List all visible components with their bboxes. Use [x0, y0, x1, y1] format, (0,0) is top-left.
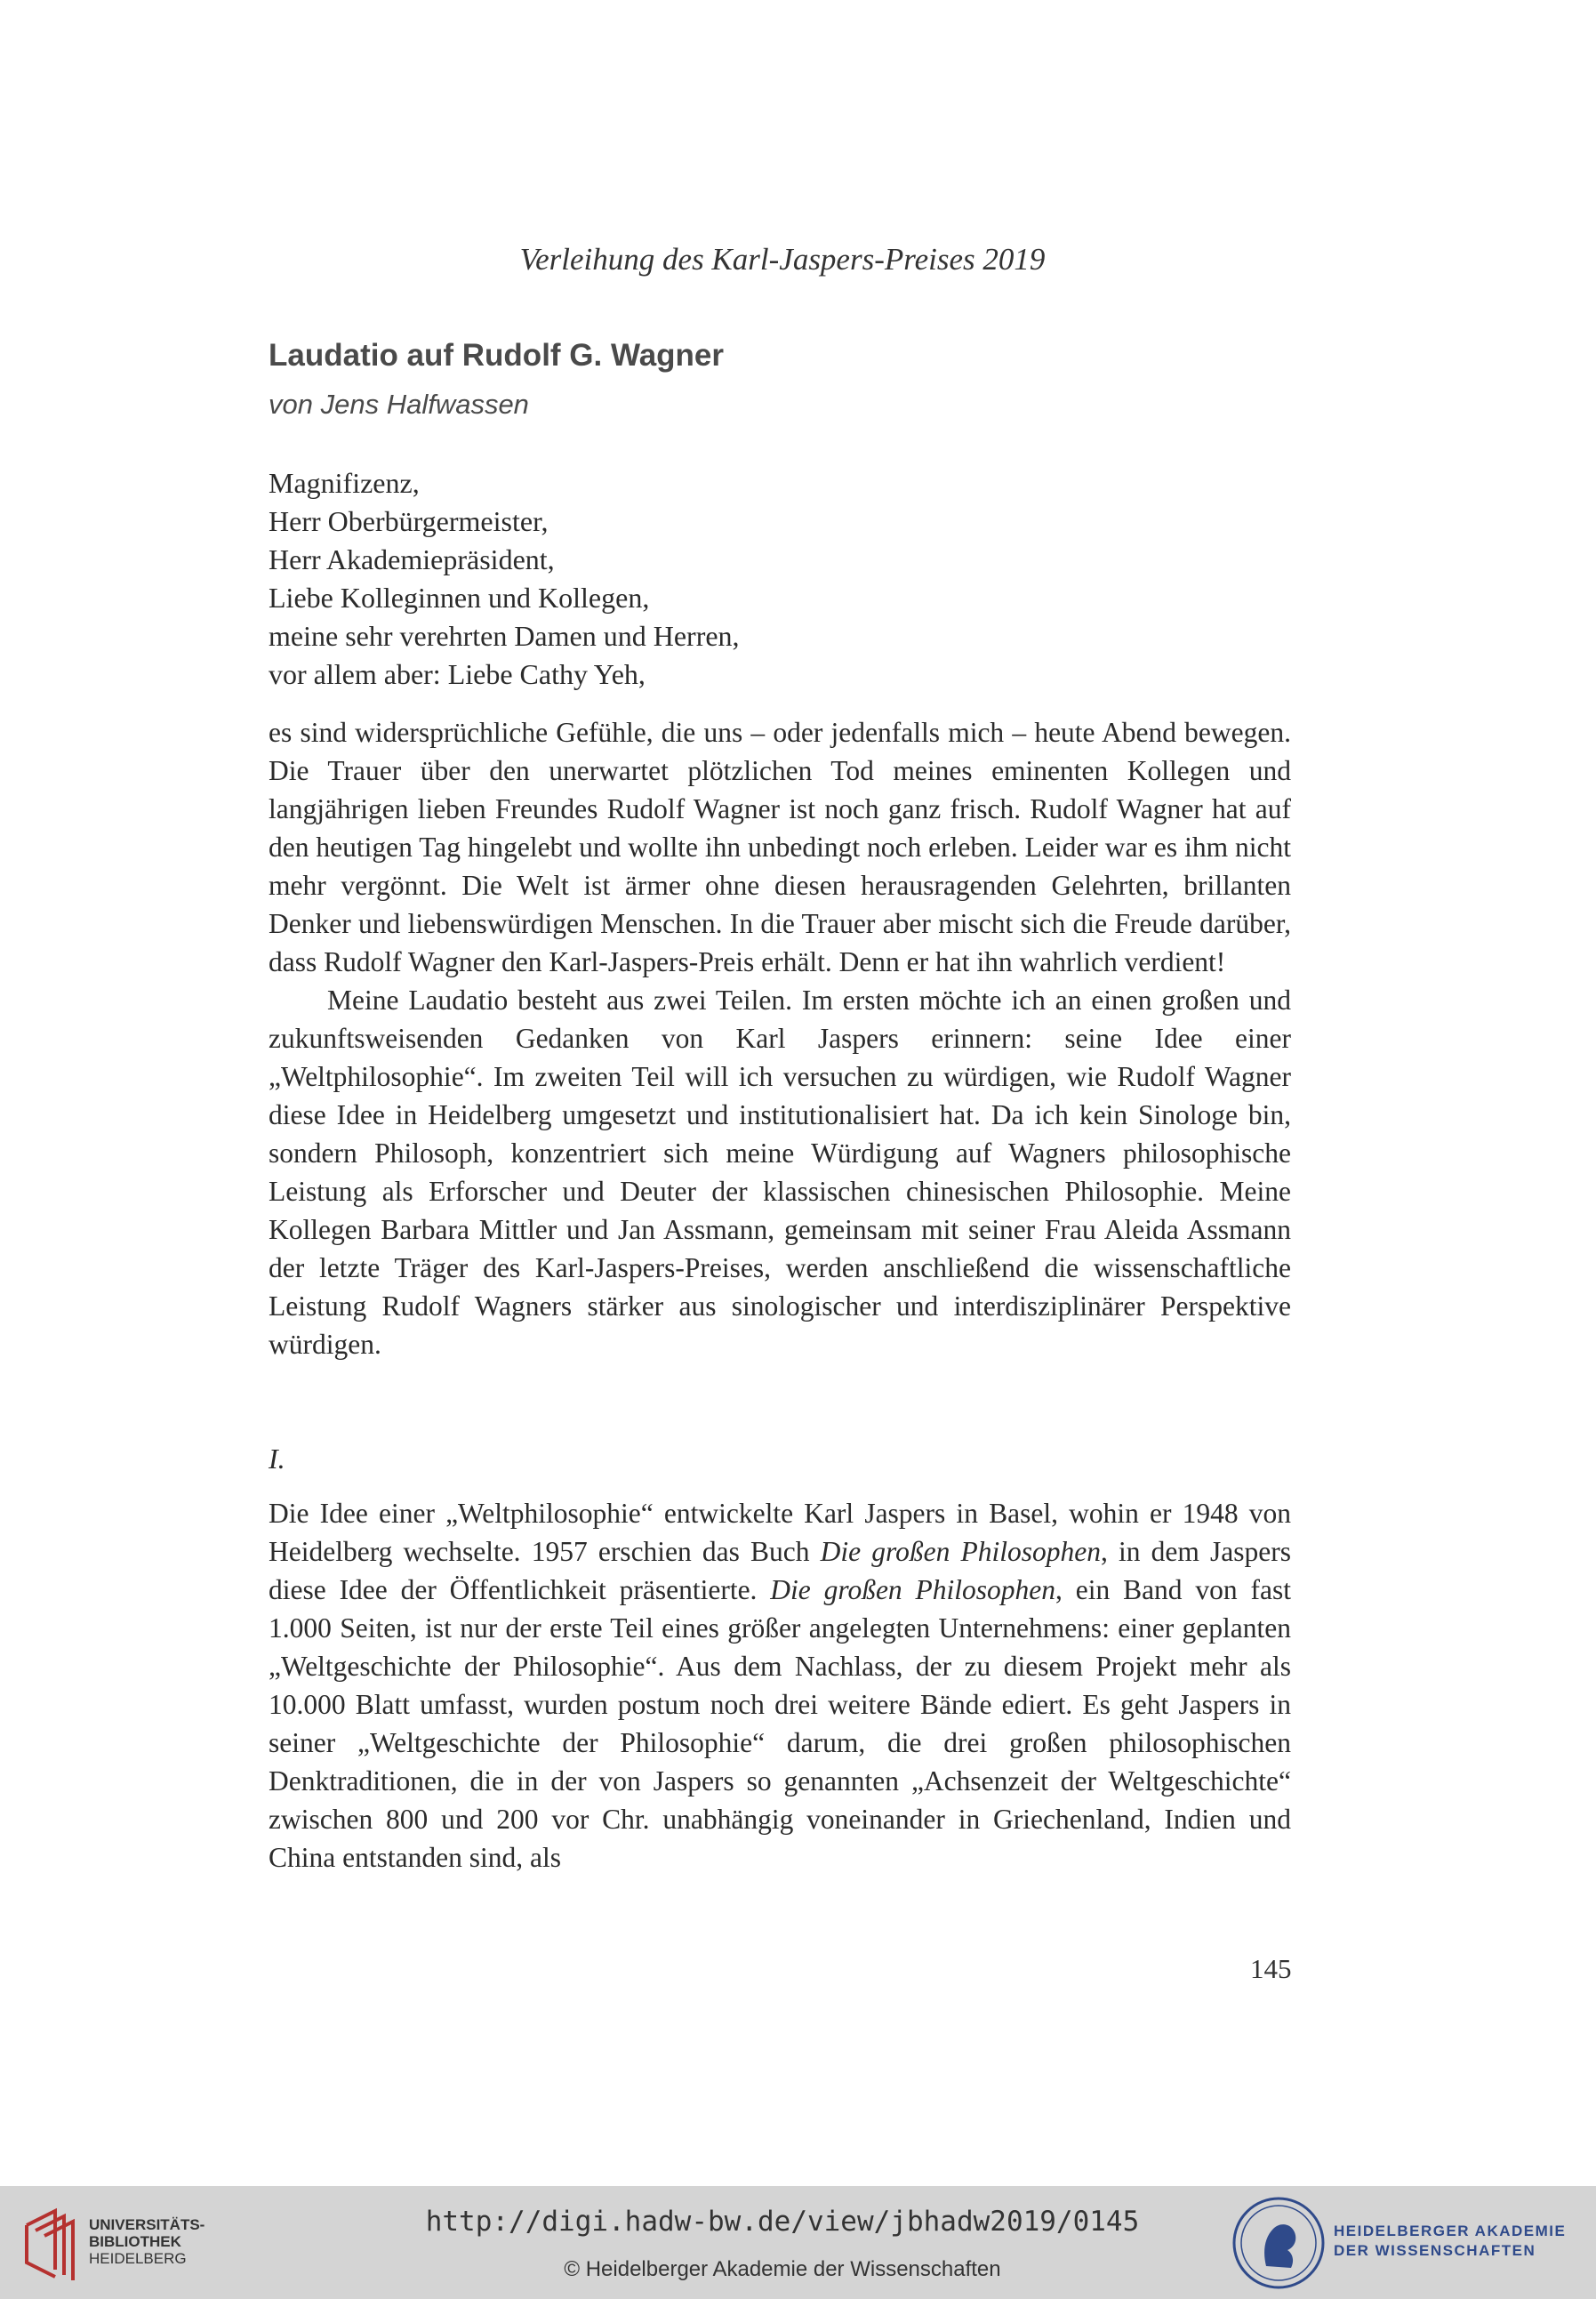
text-run: Die Idee einer „Weltphilosophie“ entwickelte Karl Jaspers in Basel, wohin er 1948 von Heidelberg wechselte. 1957 erschien das Buch: [269, 1498, 1291, 1567]
academy-name-line: HEIDELBERGER AKADEMIE: [1334, 2223, 1567, 2239]
academy-name: [1334, 2222, 1566, 2261]
salutation-line: Herr Akademiepräsident,: [269, 543, 555, 575]
running-head: Verleihung des Karl-Jaspers-Preises 2019: [519, 242, 1046, 277]
salutation-line: meine sehr verehrten Damen und Herren,: [269, 620, 740, 652]
text-run: , in dem Jaspers diese Idee der Öffentlichkeit präsentierte.: [269, 1536, 1291, 1605]
salutation-line: Liebe Kolleginnen und Kollegen,: [269, 582, 650, 614]
salutation-line: vor allem aber: Liebe Cathy Yeh,: [269, 658, 646, 690]
library-name-line: HEIDELBERG: [89, 2250, 187, 2267]
book-title: Die großen Philosophen: [770, 1574, 1056, 1605]
body-paragraph: es sind widersprüchliche Gefühle, die uns – oder jedenfalls mich – heute Abend bewegen. Die Trauer über den unerwartet plötzlichen Tod meines eminenten Kollegen und langjährigen lieben Freundes Rudolf Wagner ist noch ganz frisch. Rudolf Wagner hat auf den heutigen Tag hingelebt und wollte ihn unbedingt noch erleben. Leider war es ihm nicht mehr vergönnt. Die Welt ist ärmer ohne diesen herausragenden Gelehrten, brillanten Denker und liebenswürdigen Menschen. In die Trauer aber mischt sich die Freude darüber, dass Rudolf Wagner den Karl-Jaspers-Preis erhält. Denn er hat ihn wahrlich verdient!: [269, 717, 1291, 977]
article-byline: von Jens Halfwassen: [269, 389, 529, 420]
body-text-block: [269, 1494, 1291, 1877]
library-name-line: BIBLIOTHEK: [89, 2233, 181, 2250]
body-text-block: [269, 713, 1291, 1363]
section-number: I.: [269, 1443, 285, 1475]
academy-name-line: DER WISSENSCHAFTEN: [1334, 2242, 1536, 2259]
library-name-line: UNIVERSITÄTS-: [89, 2216, 205, 2233]
copyright-notice: © Heidelberger Akademie der Wissenschaften: [564, 2257, 1001, 2281]
salutation-line: Magnifizenz,: [269, 467, 420, 499]
document-url-link[interactable]: http://digi.hadw-bw.de/view/jbhadw2019/0145: [425, 2206, 1140, 2238]
academy-seal-icon: [1231, 2195, 1327, 2291]
book-title: Die großen Philosophen: [820, 1536, 1101, 1567]
body-paragraph: Meine Laudatio besteht aus zwei Teilen. Im ersten möchte ich an einen großen und zukunftsweisenden Gedanken von Karl Jaspers erinnern: seine Idee einer „Weltphilosophie“. Im zweiten Teil will ich versuchen zu würdigen, wie Rudolf Wagner diese Idee in Heidelberg umgesetzt und institutionalisiert hat. Da ich kein Sinologe bin, sondern Philosoph, konzentriert sich meine Würdigung auf Wagners philosophische Leistung als Erforscher und Deuter der klassischen chinesischen Philosophie. Meine Kollegen Barbara Mittler und Jan Assmann, gemeinsam mit seiner Frau Aleida Assmann der letzte Träger des Karl-Jaspers-Preises, werden anschließend die wissenschaftliche Leistung Rudolf Wagners stärker aus sinologischer und interdisziplinärer Perspektive würdigen.: [269, 985, 1291, 1360]
salutation-block: [269, 464, 1291, 694]
footer-bar: [0, 2186, 1596, 2299]
page-number: 145: [1250, 1953, 1292, 1984]
text-run: , ein Band von fast 1.000 Seiten, ist nur der erste Teil eines größer angelegten Unternehmens: einer geplanten „Weltgeschichte der Philosophie“. Aus dem Nachlass, der zu diesem Projekt mehr als 10.000 Blatt umfasst, wurden postum noch drei weitere Bände ediert. Es geht Jaspers in seiner „Weltgeschichte der Philosophie“ darum, die drei großen philosophischen Denktraditionen, die in der von Jaspers so genannten „Achsenzeit der Weltgeschichte“ zwischen 800 und 200 vor Chr. unabhängig voneinander in Griechenland, Indien und China entstanden sind, als: [269, 1574, 1291, 1873]
body-paragraph: [269, 1494, 1291, 1877]
salutation-line: Herr Oberbürgermeister,: [269, 505, 549, 537]
article-title: Laudatio auf Rudolf G. Wagner: [269, 338, 725, 373]
